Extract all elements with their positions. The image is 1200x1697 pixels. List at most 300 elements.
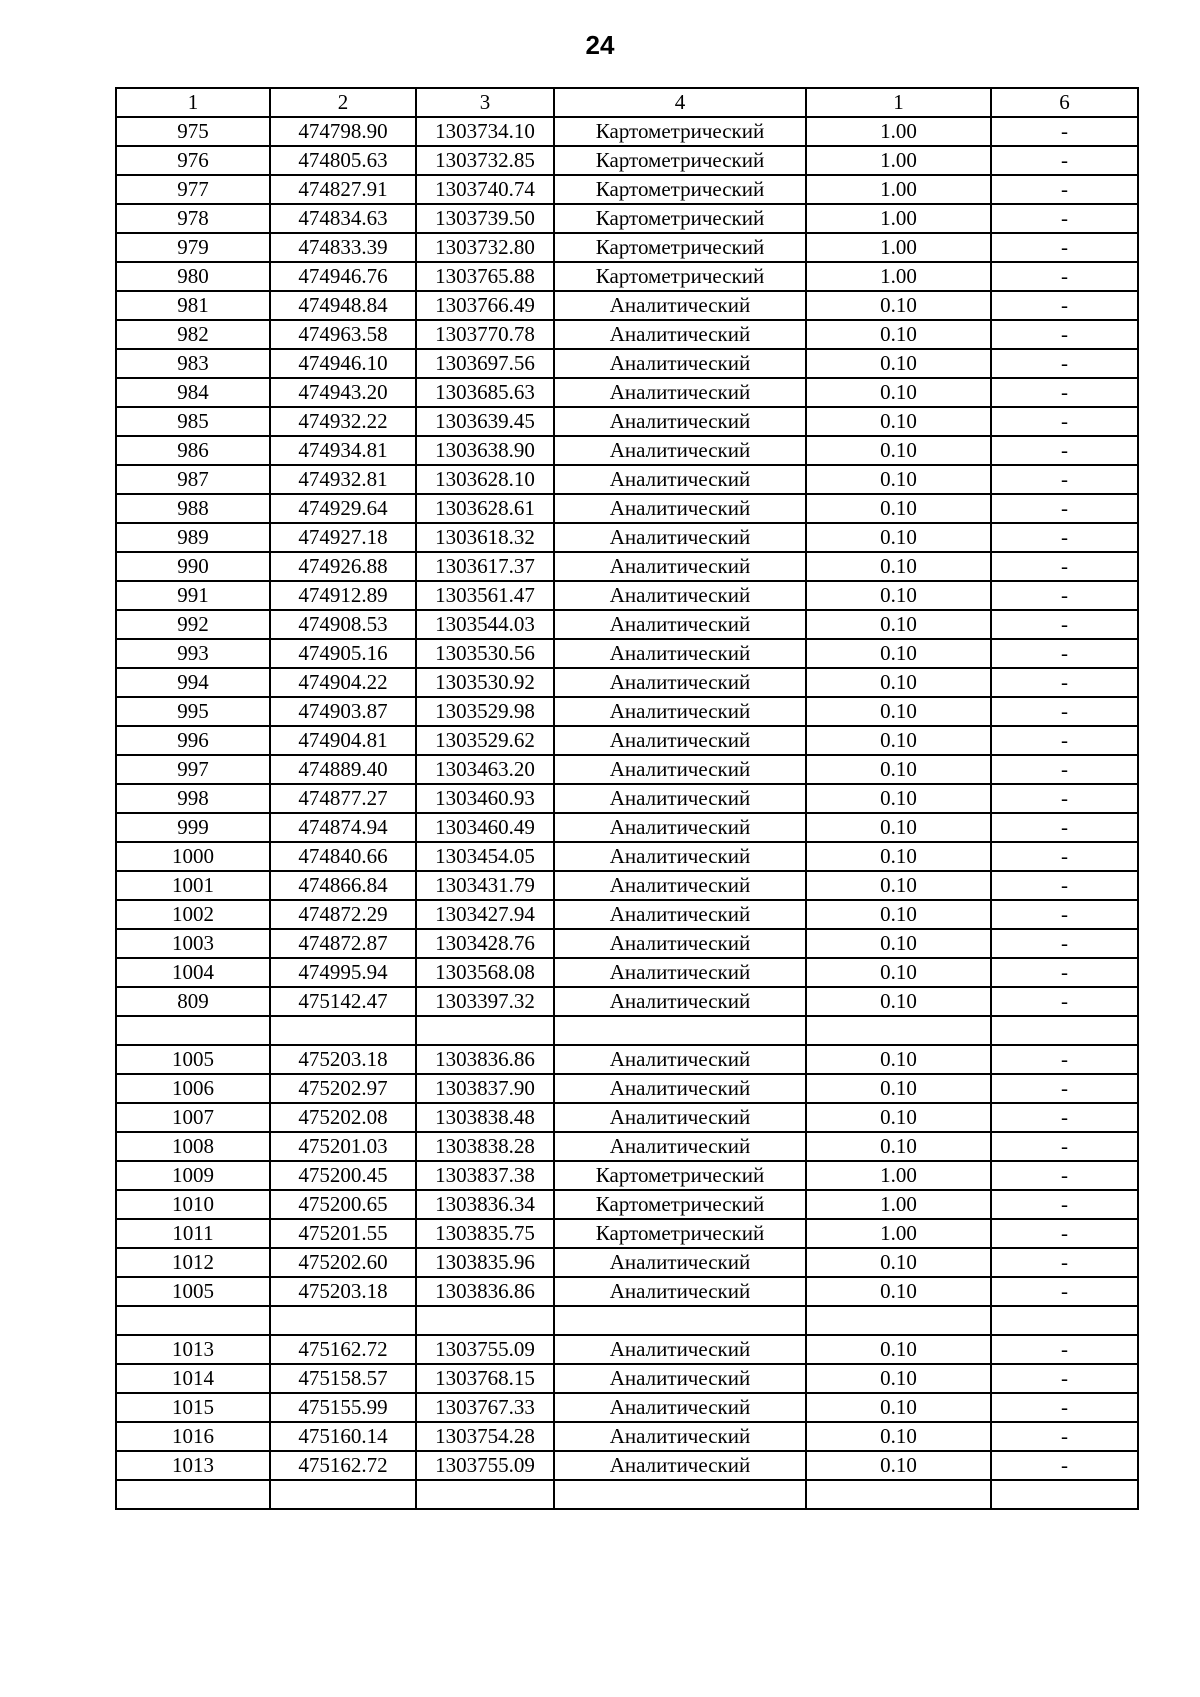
note-cell: - — [991, 1132, 1138, 1161]
method-cell — [554, 1480, 806, 1509]
x-coordinate-cell: 474833.39 — [270, 233, 416, 262]
y-coordinate-cell: 1303628.61 — [416, 494, 554, 523]
y-coordinate-cell: 1303734.10 — [416, 117, 554, 146]
accuracy-cell — [806, 1306, 991, 1335]
method-cell: Аналитический — [554, 871, 806, 900]
x-coordinate-cell: 474904.22 — [270, 668, 416, 697]
y-coordinate-cell: 1303767.33 — [416, 1393, 554, 1422]
accuracy-cell: 0.10 — [806, 668, 991, 697]
table-row — [116, 813, 1138, 842]
method-cell: Картометрический — [554, 146, 806, 175]
x-coordinate-cell: 474903.87 — [270, 697, 416, 726]
point-number-cell: 994 — [116, 668, 270, 697]
y-coordinate-cell — [416, 1480, 554, 1509]
table-row — [116, 1277, 1138, 1306]
note-cell: - — [991, 262, 1138, 291]
note-cell: - — [991, 1161, 1138, 1190]
method-cell: Аналитический — [554, 552, 806, 581]
table-header — [116, 88, 1138, 117]
accuracy-cell: 0.10 — [806, 842, 991, 871]
accuracy-cell: 0.10 — [806, 755, 991, 784]
point-number-cell: 1013 — [116, 1451, 270, 1480]
method-cell: Аналитический — [554, 958, 806, 987]
note-cell: - — [991, 871, 1138, 900]
table-row — [116, 871, 1138, 900]
method-cell: Аналитический — [554, 610, 806, 639]
accuracy-cell: 0.10 — [806, 291, 991, 320]
method-cell: Картометрический — [554, 1190, 806, 1219]
table-row — [116, 726, 1138, 755]
x-coordinate-cell: 474932.22 — [270, 407, 416, 436]
point-number-cell: 1005 — [116, 1045, 270, 1074]
y-coordinate-cell: 1303460.93 — [416, 784, 554, 813]
x-coordinate-cell: 474934.81 — [270, 436, 416, 465]
y-coordinate-cell — [416, 1306, 554, 1335]
table-row — [116, 1480, 1138, 1509]
table-row — [116, 784, 1138, 813]
note-cell: - — [991, 1103, 1138, 1132]
method-cell: Картометрический — [554, 233, 806, 262]
point-number-cell: 995 — [116, 697, 270, 726]
y-coordinate-cell: 1303530.56 — [416, 639, 554, 668]
note-cell: - — [991, 1451, 1138, 1480]
y-coordinate-cell: 1303529.98 — [416, 697, 554, 726]
accuracy-cell: 0.10 — [806, 1045, 991, 1074]
y-coordinate-cell: 1303568.08 — [416, 958, 554, 987]
point-number-cell: 1016 — [116, 1422, 270, 1451]
table-row — [116, 1045, 1138, 1074]
method-cell — [554, 1306, 806, 1335]
y-coordinate-cell: 1303463.20 — [416, 755, 554, 784]
note-cell: - — [991, 755, 1138, 784]
x-coordinate-cell — [270, 1306, 416, 1335]
y-coordinate-cell: 1303755.09 — [416, 1335, 554, 1364]
method-cell: Аналитический — [554, 842, 806, 871]
method-cell: Аналитический — [554, 726, 806, 755]
point-number-cell: 984 — [116, 378, 270, 407]
x-coordinate-cell: 474798.90 — [270, 117, 416, 146]
accuracy-cell: 0.10 — [806, 378, 991, 407]
point-number-cell: 992 — [116, 610, 270, 639]
table-row — [116, 755, 1138, 784]
point-number-cell: 988 — [116, 494, 270, 523]
accuracy-cell: 0.10 — [806, 1132, 991, 1161]
x-coordinate-cell: 474889.40 — [270, 755, 416, 784]
method-cell: Аналитический — [554, 755, 806, 784]
table-row — [116, 1132, 1138, 1161]
x-coordinate-cell: 474946.76 — [270, 262, 416, 291]
y-coordinate-cell: 1303427.94 — [416, 900, 554, 929]
x-coordinate-cell: 474908.53 — [270, 610, 416, 639]
accuracy-cell: 0.10 — [806, 1422, 991, 1451]
note-cell — [991, 1480, 1138, 1509]
note-cell: - — [991, 552, 1138, 581]
note-cell: - — [991, 581, 1138, 610]
x-coordinate-cell: 474932.81 — [270, 465, 416, 494]
y-coordinate-cell: 1303431.79 — [416, 871, 554, 900]
accuracy-cell: 1.00 — [806, 262, 991, 291]
table-row — [116, 842, 1138, 871]
x-coordinate-cell: 475200.45 — [270, 1161, 416, 1190]
note-cell: - — [991, 1422, 1138, 1451]
header-cell: 1 — [116, 88, 270, 117]
y-coordinate-cell: 1303460.49 — [416, 813, 554, 842]
point-number-cell: 977 — [116, 175, 270, 204]
method-cell: Картометрический — [554, 204, 806, 233]
point-number-cell: 1007 — [116, 1103, 270, 1132]
method-cell: Картометрический — [554, 117, 806, 146]
method-cell: Аналитический — [554, 1451, 806, 1480]
point-number-cell: 997 — [116, 755, 270, 784]
method-cell: Картометрический — [554, 175, 806, 204]
accuracy-cell: 1.00 — [806, 117, 991, 146]
note-cell: - — [991, 1277, 1138, 1306]
y-coordinate-cell: 1303454.05 — [416, 842, 554, 871]
accuracy-cell: 1.00 — [806, 233, 991, 262]
y-coordinate-cell: 1303836.86 — [416, 1045, 554, 1074]
point-number-cell: 1014 — [116, 1364, 270, 1393]
coordinates-table — [115, 87, 1139, 1510]
y-coordinate-cell: 1303836.34 — [416, 1190, 554, 1219]
note-cell: - — [991, 1045, 1138, 1074]
x-coordinate-cell: 474874.94 — [270, 813, 416, 842]
point-number-cell: 980 — [116, 262, 270, 291]
method-cell: Аналитический — [554, 987, 806, 1016]
note-cell: - — [991, 929, 1138, 958]
table-row — [116, 552, 1138, 581]
note-cell — [991, 1016, 1138, 1045]
point-number-cell: 991 — [116, 581, 270, 610]
point-number-cell: 1000 — [116, 842, 270, 871]
x-coordinate-cell: 474877.27 — [270, 784, 416, 813]
note-cell: - — [991, 320, 1138, 349]
table-row — [116, 523, 1138, 552]
table-row — [116, 929, 1138, 958]
method-cell: Аналитический — [554, 813, 806, 842]
table-body — [116, 117, 1138, 1509]
table-row — [116, 436, 1138, 465]
note-cell: - — [991, 958, 1138, 987]
x-coordinate-cell: 474834.63 — [270, 204, 416, 233]
table-row — [116, 639, 1138, 668]
table-row — [116, 1393, 1138, 1422]
y-coordinate-cell — [416, 1016, 554, 1045]
y-coordinate-cell: 1303838.48 — [416, 1103, 554, 1132]
x-coordinate-cell: 474995.94 — [270, 958, 416, 987]
point-number-cell: 1012 — [116, 1248, 270, 1277]
x-coordinate-cell: 474912.89 — [270, 581, 416, 610]
accuracy-cell: 1.00 — [806, 1161, 991, 1190]
x-coordinate-cell: 475158.57 — [270, 1364, 416, 1393]
y-coordinate-cell: 1303740.74 — [416, 175, 554, 204]
method-cell: Картометрический — [554, 1161, 806, 1190]
note-cell: - — [991, 1248, 1138, 1277]
point-number-cell: 976 — [116, 146, 270, 175]
table-row — [116, 1248, 1138, 1277]
point-number-cell — [116, 1480, 270, 1509]
table-row — [116, 1422, 1138, 1451]
method-cell — [554, 1016, 806, 1045]
accuracy-cell: 1.00 — [806, 146, 991, 175]
point-number-cell: 983 — [116, 349, 270, 378]
accuracy-cell: 0.10 — [806, 1451, 991, 1480]
method-cell: Аналитический — [554, 1335, 806, 1364]
point-number-cell: 982 — [116, 320, 270, 349]
accuracy-cell: 1.00 — [806, 204, 991, 233]
point-number-cell: 1009 — [116, 1161, 270, 1190]
table-row — [116, 1103, 1138, 1132]
table-row — [116, 117, 1138, 146]
table-row — [116, 407, 1138, 436]
table-row — [116, 1190, 1138, 1219]
method-cell: Аналитический — [554, 465, 806, 494]
note-cell: - — [991, 1335, 1138, 1364]
accuracy-cell: 0.10 — [806, 813, 991, 842]
accuracy-cell: 0.10 — [806, 1335, 991, 1364]
accuracy-cell: 0.10 — [806, 523, 991, 552]
method-cell: Аналитический — [554, 900, 806, 929]
x-coordinate-cell: 474840.66 — [270, 842, 416, 871]
y-coordinate-cell: 1303838.28 — [416, 1132, 554, 1161]
x-coordinate-cell: 475155.99 — [270, 1393, 416, 1422]
x-coordinate-cell: 474827.91 — [270, 175, 416, 204]
point-number-cell: 1002 — [116, 900, 270, 929]
method-cell: Аналитический — [554, 1364, 806, 1393]
accuracy-cell: 0.10 — [806, 929, 991, 958]
accuracy-cell: 1.00 — [806, 1190, 991, 1219]
table-row — [116, 146, 1138, 175]
y-coordinate-cell: 1303770.78 — [416, 320, 554, 349]
accuracy-cell: 0.10 — [806, 320, 991, 349]
point-number-cell: 1015 — [116, 1393, 270, 1422]
header-cell: 2 — [270, 88, 416, 117]
table-row — [116, 1161, 1138, 1190]
x-coordinate-cell — [270, 1480, 416, 1509]
note-cell: - — [991, 1074, 1138, 1103]
accuracy-cell: 0.10 — [806, 871, 991, 900]
point-number-cell: 809 — [116, 987, 270, 1016]
y-coordinate-cell: 1303835.96 — [416, 1248, 554, 1277]
y-coordinate-cell: 1303639.45 — [416, 407, 554, 436]
table-row — [116, 291, 1138, 320]
y-coordinate-cell: 1303561.47 — [416, 581, 554, 610]
table-row — [116, 1219, 1138, 1248]
method-cell: Аналитический — [554, 1103, 806, 1132]
method-cell: Аналитический — [554, 668, 806, 697]
y-coordinate-cell: 1303638.90 — [416, 436, 554, 465]
x-coordinate-cell: 475203.18 — [270, 1045, 416, 1074]
point-number-cell: 979 — [116, 233, 270, 262]
table-row — [116, 987, 1138, 1016]
note-cell: - — [991, 1219, 1138, 1248]
point-number-cell — [116, 1306, 270, 1335]
point-number-cell: 996 — [116, 726, 270, 755]
table-row — [116, 1306, 1138, 1335]
accuracy-cell: 0.10 — [806, 552, 991, 581]
point-number-cell: 999 — [116, 813, 270, 842]
method-cell: Аналитический — [554, 436, 806, 465]
method-cell: Картометрический — [554, 262, 806, 291]
x-coordinate-cell: 475160.14 — [270, 1422, 416, 1451]
table-row — [116, 1016, 1138, 1045]
x-coordinate-cell: 474805.63 — [270, 146, 416, 175]
x-coordinate-cell: 475202.08 — [270, 1103, 416, 1132]
note-cell: - — [991, 1190, 1138, 1219]
accuracy-cell: 1.00 — [806, 175, 991, 204]
x-coordinate-cell: 474946.10 — [270, 349, 416, 378]
x-coordinate-cell: 475201.03 — [270, 1132, 416, 1161]
x-coordinate-cell: 474905.16 — [270, 639, 416, 668]
y-coordinate-cell: 1303732.80 — [416, 233, 554, 262]
point-number-cell: 989 — [116, 523, 270, 552]
accuracy-cell: 0.10 — [806, 784, 991, 813]
x-coordinate-cell: 475202.97 — [270, 1074, 416, 1103]
x-coordinate-cell: 474872.29 — [270, 900, 416, 929]
accuracy-cell: 0.10 — [806, 958, 991, 987]
note-cell: - — [991, 349, 1138, 378]
method-cell: Аналитический — [554, 1074, 806, 1103]
note-cell: - — [991, 117, 1138, 146]
method-cell: Аналитический — [554, 320, 806, 349]
note-cell — [991, 1306, 1138, 1335]
x-coordinate-cell: 474927.18 — [270, 523, 416, 552]
y-coordinate-cell: 1303428.76 — [416, 929, 554, 958]
x-coordinate-cell: 475200.65 — [270, 1190, 416, 1219]
y-coordinate-cell: 1303835.75 — [416, 1219, 554, 1248]
accuracy-cell: 0.10 — [806, 1248, 991, 1277]
accuracy-cell: 0.10 — [806, 697, 991, 726]
y-coordinate-cell: 1303617.37 — [416, 552, 554, 581]
note-cell: - — [991, 378, 1138, 407]
table-row — [116, 1074, 1138, 1103]
x-coordinate-cell: 474963.58 — [270, 320, 416, 349]
table-row — [116, 610, 1138, 639]
x-coordinate-cell: 474943.20 — [270, 378, 416, 407]
accuracy-cell: 0.10 — [806, 1277, 991, 1306]
method-cell: Аналитический — [554, 581, 806, 610]
note-cell: - — [991, 639, 1138, 668]
header-row — [116, 88, 1138, 117]
table-row — [116, 697, 1138, 726]
point-number-cell — [116, 1016, 270, 1045]
y-coordinate-cell: 1303768.15 — [416, 1364, 554, 1393]
note-cell: - — [991, 900, 1138, 929]
x-coordinate-cell: 475202.60 — [270, 1248, 416, 1277]
note-cell: - — [991, 146, 1138, 175]
table-row — [116, 204, 1138, 233]
table-row — [116, 175, 1138, 204]
table-row — [116, 262, 1138, 291]
point-number-cell: 978 — [116, 204, 270, 233]
x-coordinate-cell — [270, 1016, 416, 1045]
point-number-cell: 1008 — [116, 1132, 270, 1161]
table-row — [116, 1364, 1138, 1393]
accuracy-cell: 0.10 — [806, 639, 991, 668]
y-coordinate-cell: 1303837.90 — [416, 1074, 554, 1103]
y-coordinate-cell: 1303544.03 — [416, 610, 554, 639]
method-cell: Аналитический — [554, 1393, 806, 1422]
x-coordinate-cell: 474948.84 — [270, 291, 416, 320]
table-row — [116, 900, 1138, 929]
y-coordinate-cell: 1303530.92 — [416, 668, 554, 697]
method-cell: Аналитический — [554, 1277, 806, 1306]
point-number-cell: 1010 — [116, 1190, 270, 1219]
note-cell: - — [991, 175, 1138, 204]
note-cell: - — [991, 813, 1138, 842]
y-coordinate-cell: 1303755.09 — [416, 1451, 554, 1480]
point-number-cell: 1013 — [116, 1335, 270, 1364]
table-row — [116, 1335, 1138, 1364]
note-cell: - — [991, 523, 1138, 552]
point-number-cell: 1005 — [116, 1277, 270, 1306]
method-cell: Аналитический — [554, 349, 806, 378]
note-cell: - — [991, 610, 1138, 639]
method-cell: Аналитический — [554, 523, 806, 552]
accuracy-cell: 0.10 — [806, 1364, 991, 1393]
x-coordinate-cell: 474866.84 — [270, 871, 416, 900]
header-cell: 1 — [806, 88, 991, 117]
method-cell: Аналитический — [554, 291, 806, 320]
point-number-cell: 975 — [116, 117, 270, 146]
y-coordinate-cell: 1303618.32 — [416, 523, 554, 552]
accuracy-cell: 0.10 — [806, 726, 991, 755]
accuracy-cell: 0.10 — [806, 407, 991, 436]
point-number-cell: 981 — [116, 291, 270, 320]
note-cell: - — [991, 842, 1138, 871]
y-coordinate-cell: 1303697.56 — [416, 349, 554, 378]
method-cell: Аналитический — [554, 378, 806, 407]
note-cell: - — [991, 436, 1138, 465]
table-row — [116, 465, 1138, 494]
table-row — [116, 233, 1138, 262]
note-cell: - — [991, 668, 1138, 697]
accuracy-cell: 0.10 — [806, 1074, 991, 1103]
header-cell: 4 — [554, 88, 806, 117]
point-number-cell: 1001 — [116, 871, 270, 900]
y-coordinate-cell: 1303732.85 — [416, 146, 554, 175]
note-cell: - — [991, 291, 1138, 320]
accuracy-cell: 0.10 — [806, 900, 991, 929]
accuracy-cell: 0.10 — [806, 1393, 991, 1422]
note-cell: - — [991, 233, 1138, 262]
table-row — [116, 378, 1138, 407]
note-cell: - — [991, 784, 1138, 813]
y-coordinate-cell: 1303765.88 — [416, 262, 554, 291]
table-row — [116, 581, 1138, 610]
x-coordinate-cell: 475162.72 — [270, 1335, 416, 1364]
header-cell: 3 — [416, 88, 554, 117]
method-cell: Аналитический — [554, 697, 806, 726]
point-number-cell: 1006 — [116, 1074, 270, 1103]
point-number-cell: 990 — [116, 552, 270, 581]
accuracy-cell: 0.10 — [806, 581, 991, 610]
accuracy-cell: 0.10 — [806, 494, 991, 523]
accuracy-cell: 0.10 — [806, 465, 991, 494]
note-cell: - — [991, 1364, 1138, 1393]
table-row — [116, 494, 1138, 523]
method-cell: Аналитический — [554, 1248, 806, 1277]
point-number-cell: 1003 — [116, 929, 270, 958]
x-coordinate-cell: 475203.18 — [270, 1277, 416, 1306]
y-coordinate-cell: 1303754.28 — [416, 1422, 554, 1451]
y-coordinate-cell: 1303739.50 — [416, 204, 554, 233]
point-number-cell: 987 — [116, 465, 270, 494]
accuracy-cell: 1.00 — [806, 1219, 991, 1248]
accuracy-cell: 0.10 — [806, 610, 991, 639]
x-coordinate-cell: 474926.88 — [270, 552, 416, 581]
y-coordinate-cell: 1303766.49 — [416, 291, 554, 320]
method-cell: Аналитический — [554, 639, 806, 668]
